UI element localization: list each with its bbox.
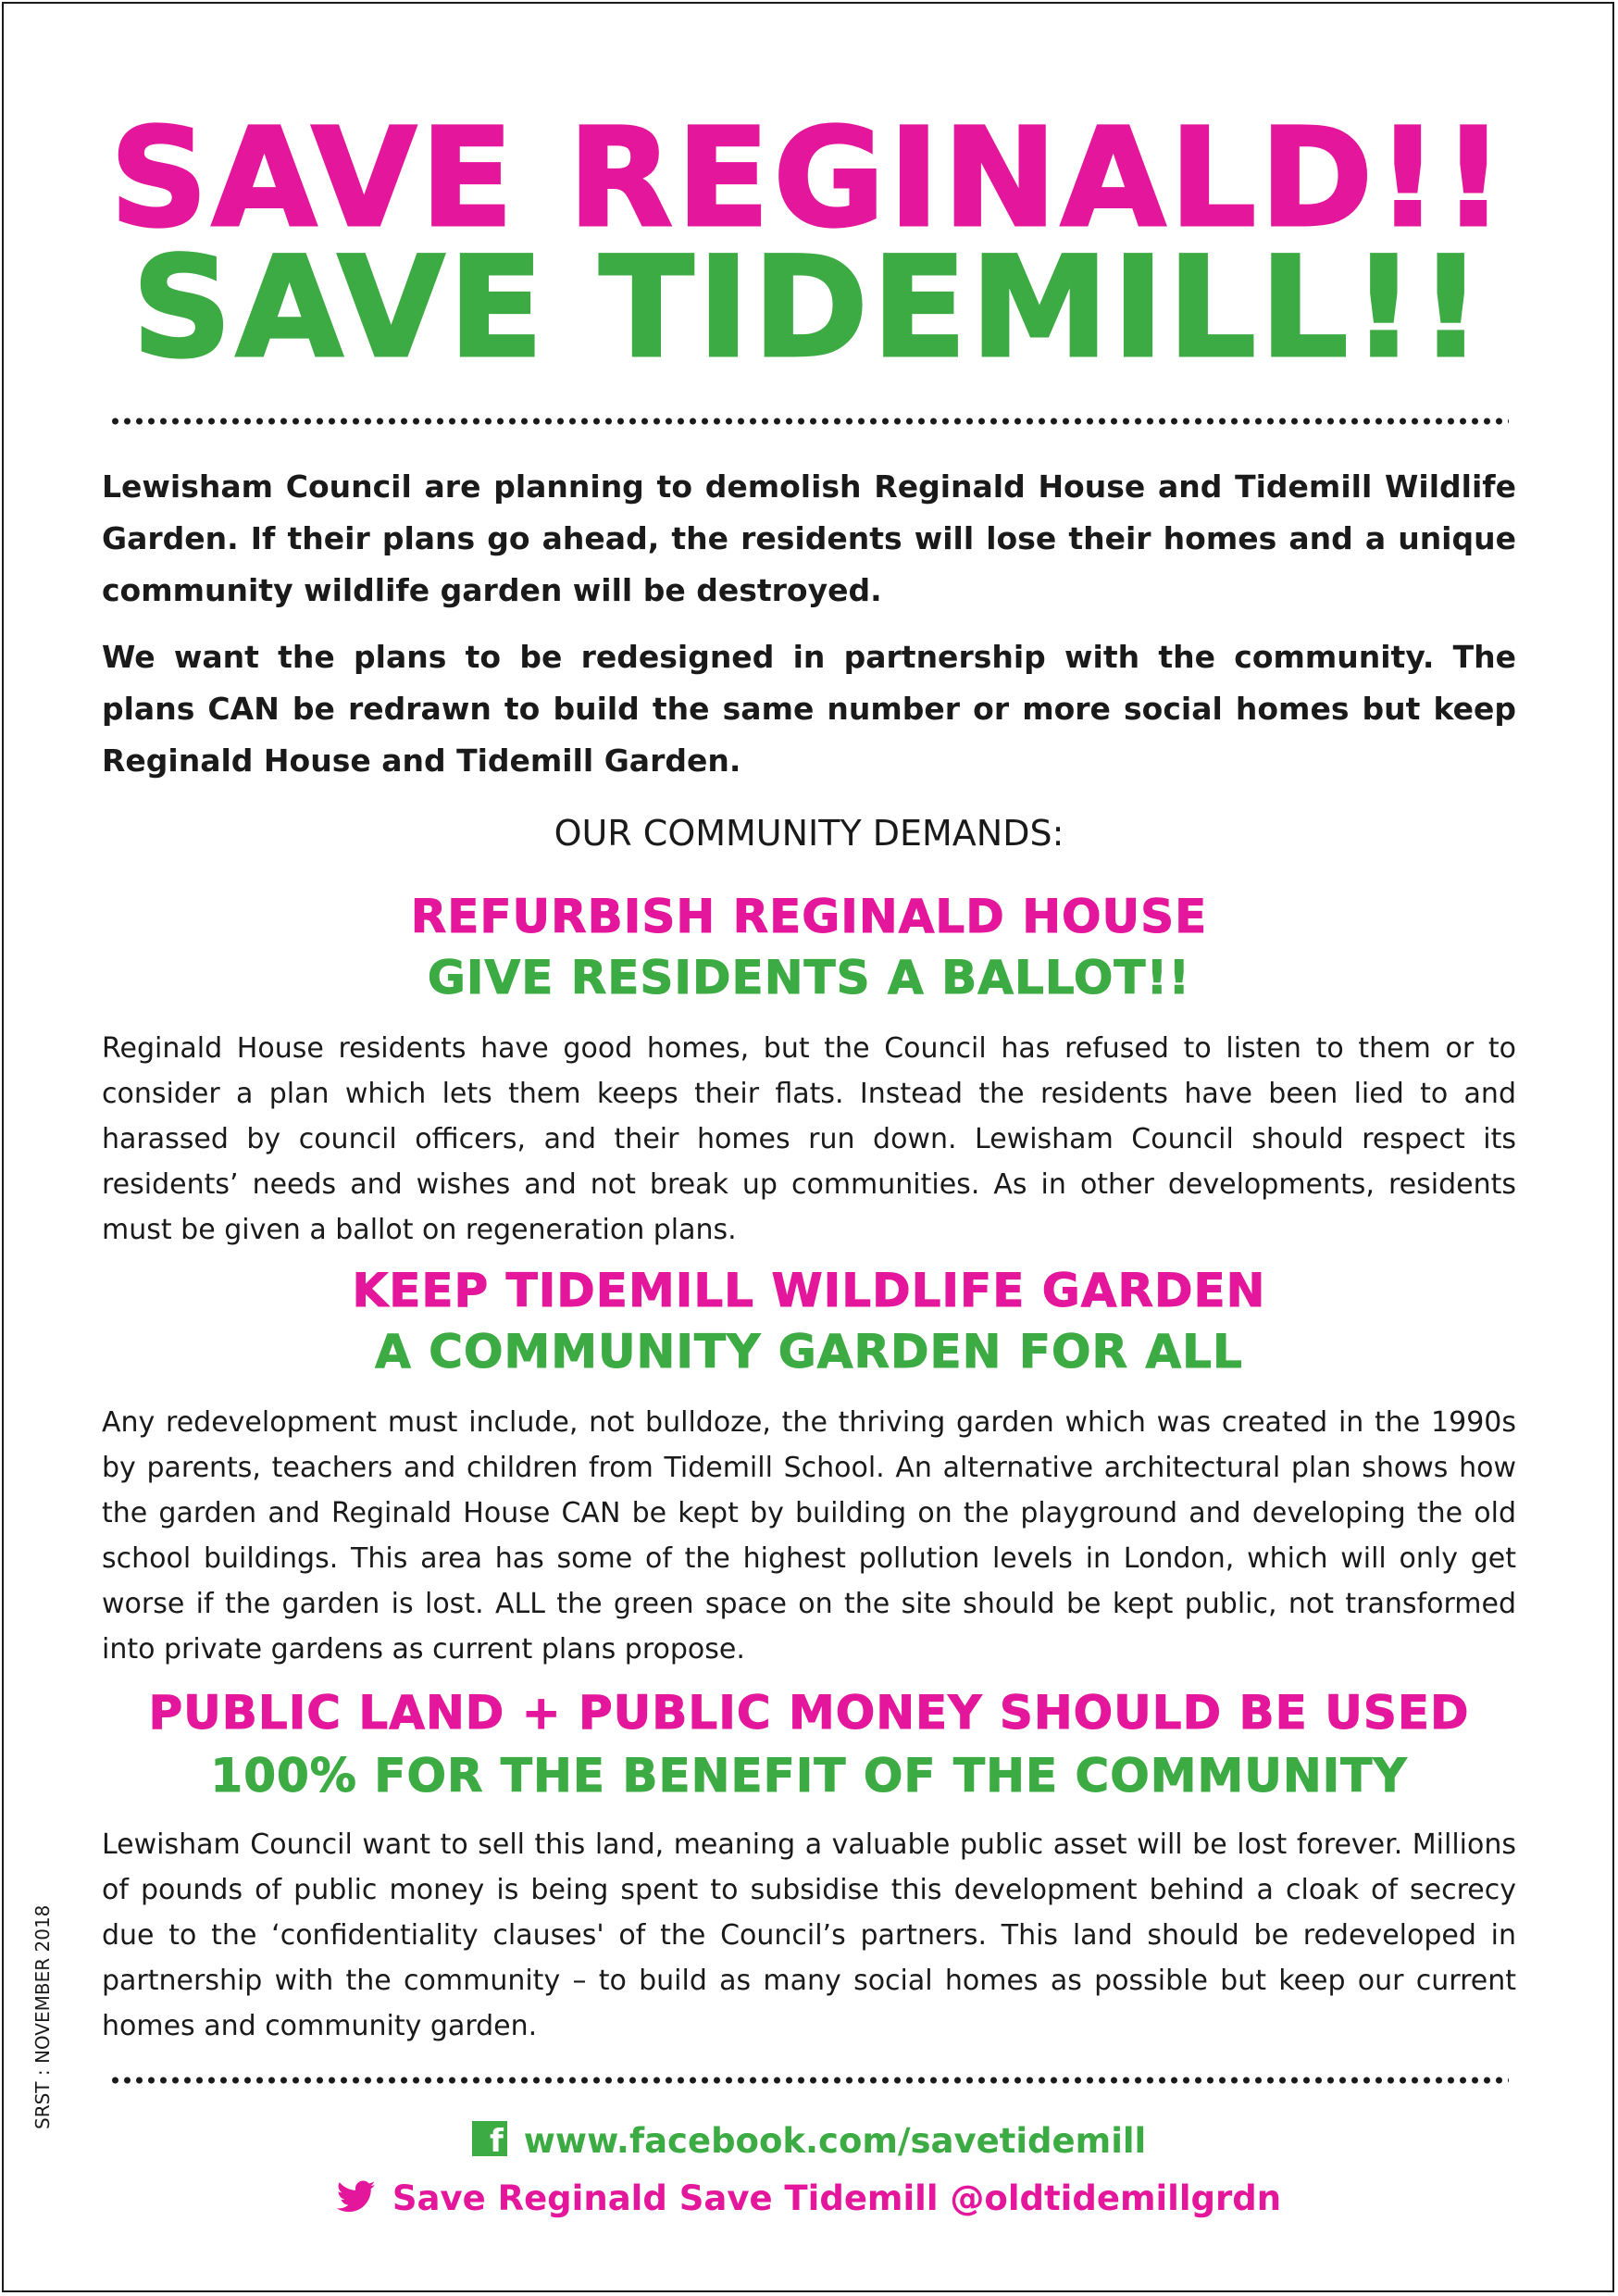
dotted-divider-bottom <box>109 2074 1509 2087</box>
facebook-link[interactable]: www.facebook.com/savetidemill <box>523 2121 1147 2161</box>
title-save-reginald: SAVE REGINALD!! <box>109 99 1509 257</box>
title-save-tidemill: SAVE TIDEMILL!! <box>131 228 1487 389</box>
intro-paragraph-1: Lewisham Council are planning to demolish Reginald House and Tidemill Wildlife Garden. If their plans go ahead, the residents will lose their homes and a unique community wildlife garden will be destroyed. <box>102 468 1516 608</box>
section-2-heading-pink: KEEP TIDEMILL WILDLIFE GARDEN <box>352 1264 1266 1317</box>
side-note-date: SRST : NOVEMBER 2018 <box>31 1904 54 2129</box>
twitter-icon <box>337 2179 376 2213</box>
section-2-heading-green: A COMMUNITY GARDEN FOR ALL <box>375 1325 1243 1379</box>
section-1-body: Reginald House residents have good homes, but the Council has refused to listen to them or to consider a plan which lets them keeps their flats. Instead the residents have been lied to and harassed by council officers, and their homes run down. Lewisham Council should respect its residents’ needs and wishes and not break up communities. As in other developments, residents must be given a ballot on regeneration plans. <box>102 1032 1516 1246</box>
intro-paragraph-2: We want the plans to be redesigned in partnership with the community. The plans CAN be redrawn to build the same number or more social homes but keep Reginald House and Tidemill Garden. <box>102 639 1516 779</box>
section-3-heading-green: 100% FOR THE BENEFIT OF THE COMMUNITY <box>210 1749 1408 1803</box>
section-3-heading-pink: PUBLIC LAND + PUBLIC MONEY SHOULD BE USED <box>148 1686 1470 1740</box>
twitter-handle[interactable]: Save Reginald Save Tidemill @oldtidemillgrdn <box>392 2178 1282 2218</box>
facebook-icon: f <box>472 2121 507 2156</box>
facebook-line <box>0 2118 1618 2165</box>
demands-heading: OUR COMMUNITY DEMANDS: <box>554 813 1064 854</box>
section-1-heading-green: GIVE RESIDENTS A BALLOT!! <box>427 951 1191 1004</box>
section-1-heading-pink: REFURBISH REGINALD HOUSE <box>410 890 1208 943</box>
section-2-body: Any redevelopment must include, not bulldoze, the thriving garden which was created in the 1990s by parents, teachers and children from Tidemill School. An alternative architectural plan shows how the garden and Reginald House CAN be kept by building on the playground and developing the old school buildings. This area has some of the highest pollution levels in London, which will only get worse if the garden is lost. ALL the green space on the site should be kept public, not transformed into private gardens as current plans propose. <box>102 1406 1516 1666</box>
dotted-divider-top <box>109 415 1509 428</box>
twitter-line <box>0 2176 1618 2222</box>
section-3-body: Lewisham Council want to sell this land, meaning a valuable public asset will be lost forever. Millions of pounds of public money is being spent to subsidise this development behind a cloak of secrecy due to the ‘confidentiality clauses' of the Council’s partners. This land should be redeveloped in partnership with the community – to build as many social homes as possible but keep our current homes and community garden. <box>102 1828 1516 2042</box>
